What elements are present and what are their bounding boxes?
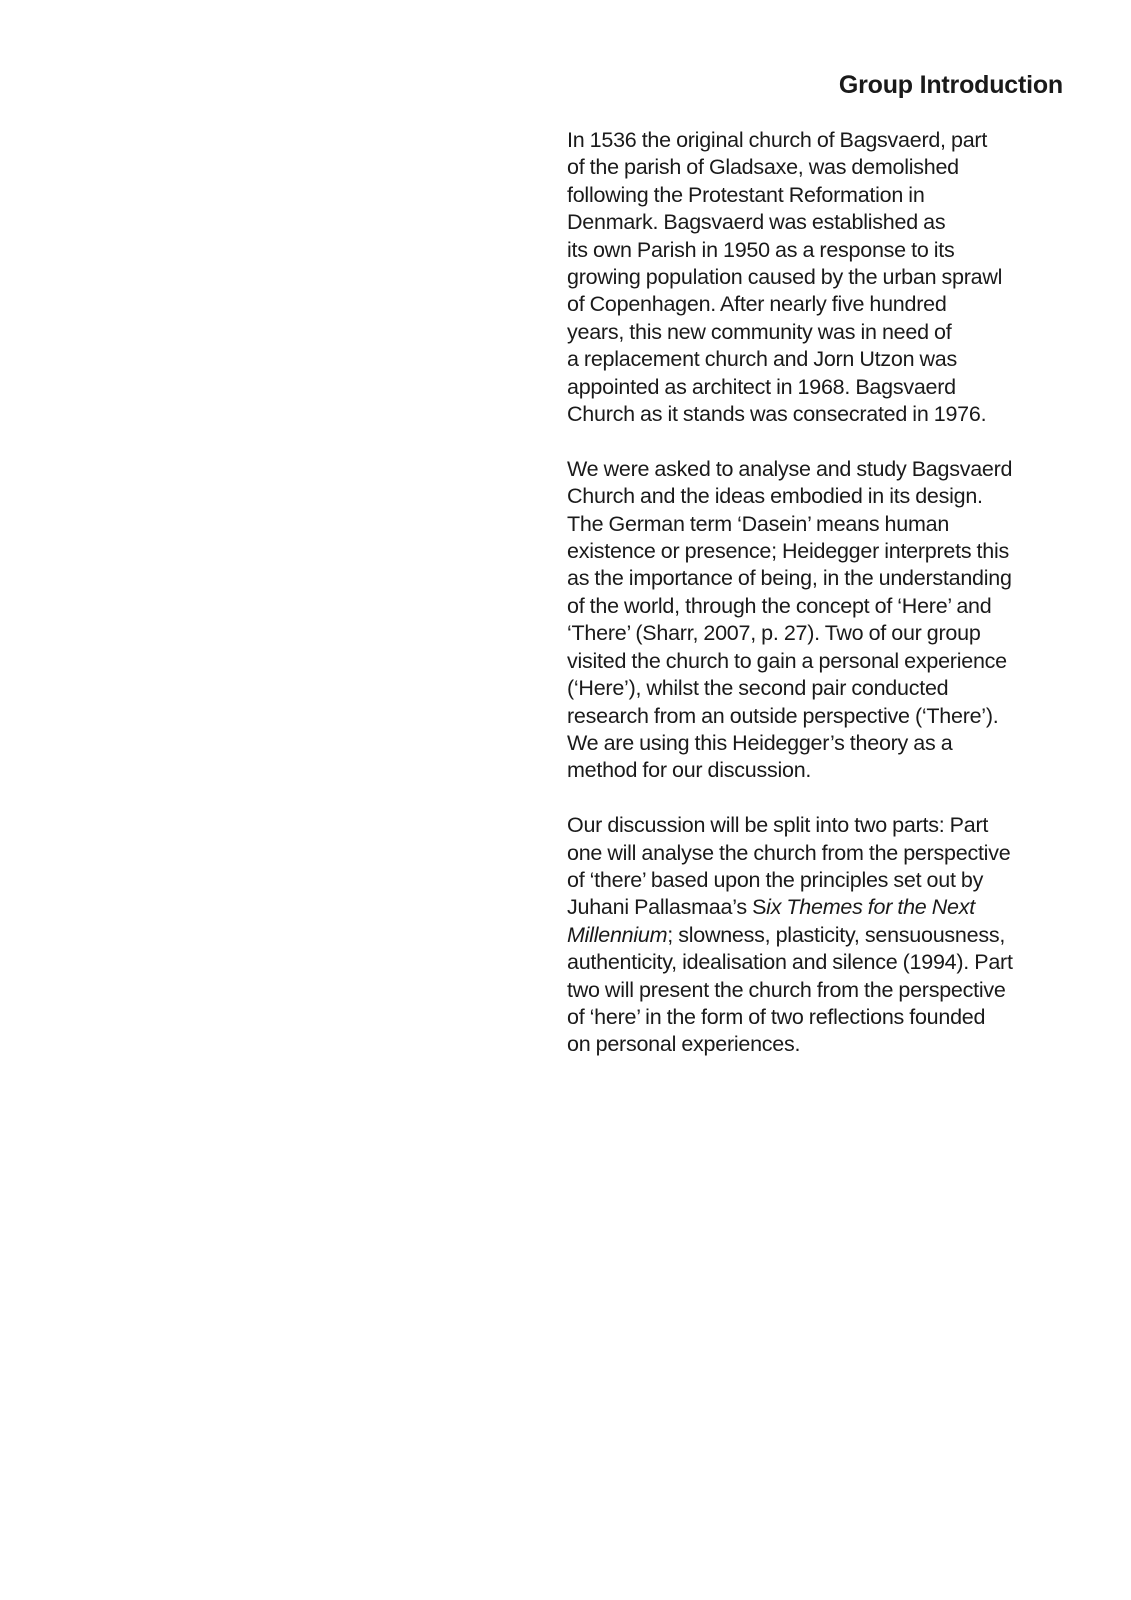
paragraph-line: growing population caused by the urban sprawl — [567, 265, 1003, 290]
paragraph-line: Denmark. Bagsvaerd was established as — [567, 210, 946, 235]
book-title-italic: Millennium — [567, 922, 668, 947]
paragraph-line: of ‘here’ in the form of two reflections founded — [567, 1004, 986, 1029]
paragraph-line: of Copenhagen. After nearly five hundred — [567, 292, 947, 317]
paragraph-line: following the Protestant Reformation in — [567, 182, 925, 207]
paragraph-line: two will present the church from the perspective — [567, 977, 1006, 1002]
paragraph-line: its own Parish in 1950 as a response to its — [567, 237, 955, 262]
paragraph-line: as the importance of being, in the understanding — [567, 566, 1012, 591]
paragraph-line: Church as it stands was consecrated in 1976. — [567, 402, 987, 427]
paragraph-line: We were asked to analyse and study Bagsvaerd — [567, 456, 1013, 481]
paragraph-line: (‘Here’), whilst the second pair conducted — [567, 676, 949, 701]
paragraph-line: Church and the ideas embodied in its design. — [567, 484, 983, 509]
paragraph-line: research from an outside perspective (‘There’). — [567, 703, 999, 728]
paragraph-line: on personal experiences. — [567, 1032, 801, 1057]
paragraph-line: authenticity, idealisation and silence (1994). Part — [567, 950, 1013, 975]
paragraph-line: Our discussion will be split into two parts: Part — [567, 813, 989, 838]
paragraph-line — [567, 894, 1077, 921]
paragraph-line: of the world, through the concept of ‘Here’ and — [567, 593, 992, 618]
paragraph-line: method for our discussion. — [567, 758, 812, 783]
paragraph-line: ‘There’ (Sharr, 2007, p. 27). Two of our group — [567, 621, 981, 646]
intro-paragraph-structure — [567, 812, 1077, 1059]
paragraph-line: appointed as architect in 1968. Bagsvaerd — [567, 374, 956, 399]
intro-paragraph-method — [567, 456, 1077, 785]
paragraph-line: of the parish of Gladsaxe, was demolished — [567, 155, 959, 180]
paragraph-line: visited the church to gain a personal experience — [567, 648, 1007, 673]
paragraph-line: years, this new community was in need of — [567, 319, 952, 344]
line-text: ; slowness, plasticity, sensuousness, — [667, 922, 1006, 947]
book-title-italic: ix Themes for the Next — [766, 895, 975, 920]
paragraph-line — [567, 922, 1077, 949]
paragraph-line: In 1536 the original church of Bagsvaerd, part — [567, 128, 988, 152]
text-column — [567, 127, 1077, 1086]
paragraph-line: one will analyse the church from the perspective — [567, 840, 1011, 865]
paragraph-line: a replacement church and Jorn Utzon was — [567, 347, 957, 372]
intro-paragraph-history — [567, 127, 1077, 428]
paragraph-line: of ‘there’ based upon the principles set out by — [567, 867, 984, 892]
paragraph-line: The German term ‘Dasein’ means human — [567, 511, 950, 536]
paragraph-line: existence or presence; Heidegger interprets this — [567, 539, 1010, 564]
paragraph-line: We are using this Heidegger’s theory as a — [567, 730, 953, 755]
line-text: Juhani Pallasmaa’s S — [567, 895, 767, 920]
page-title: Group Introduction — [838, 71, 1063, 99]
